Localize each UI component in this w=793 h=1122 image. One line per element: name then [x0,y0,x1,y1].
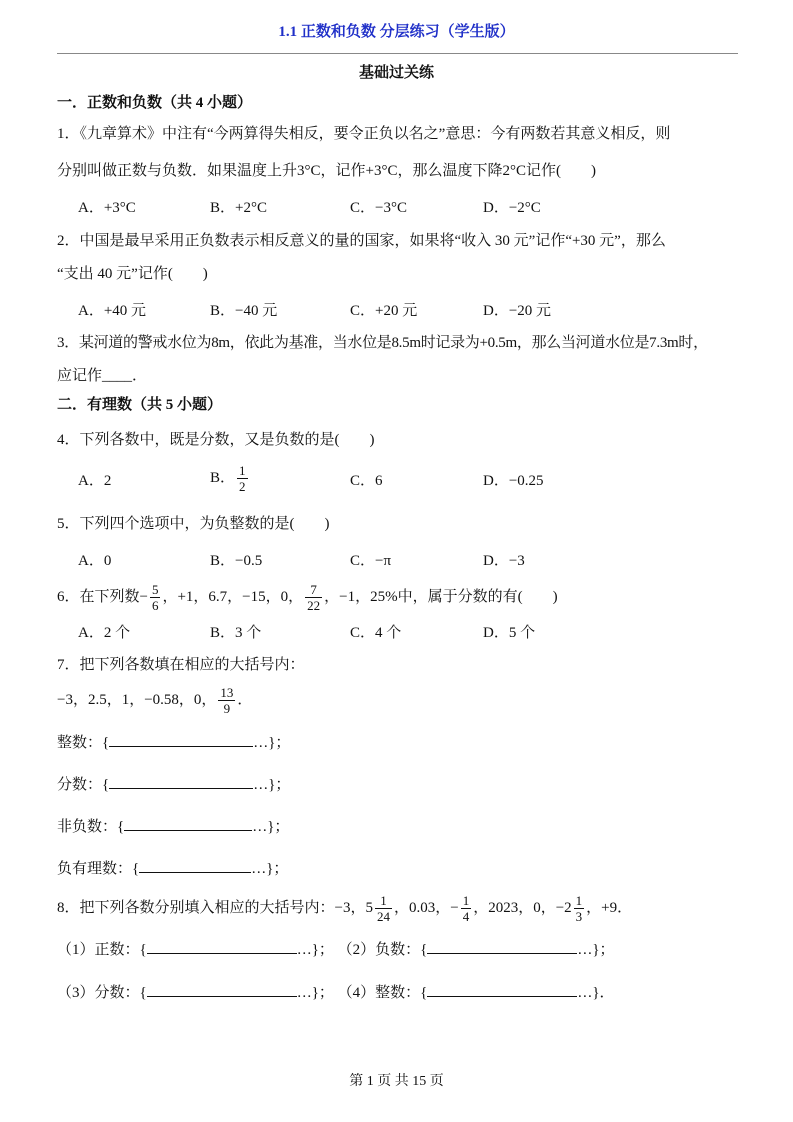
question-2-line1: 2．中国是最早采用正负数表示相反意义的量的国家，如果将“收入 30 元”记作“+30 元”，那么 [57,233,666,249]
label: 非负数：{ [57,819,125,835]
numerator: 1 [375,893,392,909]
q2-option-b: B．−40 元 [210,303,278,319]
q2-option-a: A．+40 元 [78,303,147,319]
label: 负有理数：{ [57,861,140,877]
label: （1）正数：{ [57,942,147,958]
label: 整数：{ [57,735,110,751]
denominator: 9 [223,701,231,716]
header-divider [57,53,738,54]
text: …}； [253,777,291,793]
q6-option-b: B．3 个 [210,625,262,641]
text: ． [237,691,253,708]
q1-option-c: C．−3°C [350,200,407,216]
q4-option-d: D．−0.25 [483,473,544,489]
numerator: 7 [305,582,322,598]
label: （4）整数：{ [337,985,428,1001]
fraction [237,463,248,494]
fraction [375,893,392,924]
fraction [305,582,322,613]
text: …}； [577,942,615,958]
text: ，+1，6.7，−15，0， [162,588,304,605]
text: …}； [253,735,291,751]
q2-option-c: C．+20 元 [350,303,418,319]
text: …}； [296,985,334,1001]
q5-option-d: D．−3 [483,553,525,569]
q7-fraction-field [57,775,290,795]
denominator: 3 [575,909,583,924]
question-6-stem [57,582,558,613]
q7-nonnegative-field [57,817,289,837]
numerator: 1 [462,893,470,908]
answer-blank[interactable] [109,788,253,789]
text: ，+9． [586,899,633,916]
fraction [218,685,235,716]
q4-option-a: A．2 [78,473,112,489]
question-1-line2: 分别叫做正数与负数．如果温度上升3°C，记作+3°C，那么温度下降2°C记作( ) [57,163,596,179]
answer-blank[interactable] [124,830,252,831]
text: −3，2.5，1，−0.58，0， [57,691,217,708]
subtitle: 基础过关练 [358,65,434,81]
answer-blank[interactable] [427,996,577,997]
text: 6．在下列数− [57,588,148,605]
question-3-line1: 3．某河道的警戒水位为8m，依此为基准，当水位是8.5m时记录为+0.5m，那么当河道水位是7.3m时， [57,335,708,351]
label: 分数：{ [57,777,110,793]
q7-negative-rational-field [57,859,288,879]
q6-option-d: D．5 个 [483,625,536,641]
numerator: 5 [151,582,159,597]
text: …}； [251,861,289,877]
question-7-stem: 7．把下列各数填在相应的大括号内： [57,657,305,673]
q7-integer-field [57,733,290,753]
numerator: 1 [239,463,246,478]
text: 8．把下列各数分别填入相应的大括号内：−3，5 [57,899,373,916]
question-2-line2: “支出 40 元”记作( ) [57,266,208,282]
document-title: 1.1 正数和负数 分层练习（学生版） [278,24,515,40]
q1-option-a: A．+3°C [78,200,136,216]
denominator: 4 [462,909,470,924]
label: （2）负数：{ [337,942,428,958]
answer-blank[interactable] [139,872,251,873]
denominator: 6 [151,598,159,613]
q8-row-1 [57,940,615,960]
q4-option-b [210,463,250,494]
q5-option-b: B．−0.5 [210,553,263,569]
denominator: 2 [239,479,246,494]
answer-blank[interactable] [147,996,297,997]
label: （3）分数：{ [57,985,147,1001]
q4-option-c: C．6 [350,473,383,489]
question-4-stem: 4．下列各数中，既是分数，又是负数的是( ) [57,432,375,448]
fraction [150,582,161,613]
q5-option-c: C．−π [350,553,392,569]
fraction [574,893,585,924]
option-label: B． [210,469,236,486]
q8-row-2 [57,983,615,1003]
question-7-numbers [57,685,252,716]
text: …}； [252,819,290,835]
numerator: 13 [220,685,234,700]
q6-option-a: A．2 个 [78,625,131,641]
section-heading-2: 二．有理数（共 5 小题） [57,397,223,413]
answer-blank[interactable] [109,746,253,747]
answer-blank[interactable] [427,953,577,954]
question-3-line2: 应记作____． [57,368,148,384]
question-5-stem: 5．下列四个选项中，为负整数的是( ) [57,516,330,532]
section-heading-1: 一．正数和负数（共 4 小题） [57,95,253,111]
question-1-line1: 1．《九章算术》中注有“今两算得失相反，要令正负以名之”意思：今有两数若其意义相反，则 [57,126,671,142]
q2-option-d: D．−20 元 [483,303,552,319]
q5-option-a: A．0 [78,553,112,569]
fraction [461,893,472,924]
text: ，2023，0，−2 [473,899,572,916]
text: ，−1，25%中，属于分数的有( ) [324,588,558,605]
text: …}． [577,985,615,1001]
question-8-stem [57,893,632,924]
q6-option-c: C．4 个 [350,625,402,641]
text: ，0.03，− [393,899,459,916]
denominator: 22 [307,598,321,613]
answer-blank[interactable] [147,953,297,954]
q1-option-b: B．+2°C [210,200,267,216]
numerator: 1 [575,893,583,908]
page-footer: 第 1 页 共 15 页 [349,1074,444,1089]
text: …}； [296,942,334,958]
q1-option-d: D．−2°C [483,200,541,216]
denominator: 24 [376,909,390,924]
